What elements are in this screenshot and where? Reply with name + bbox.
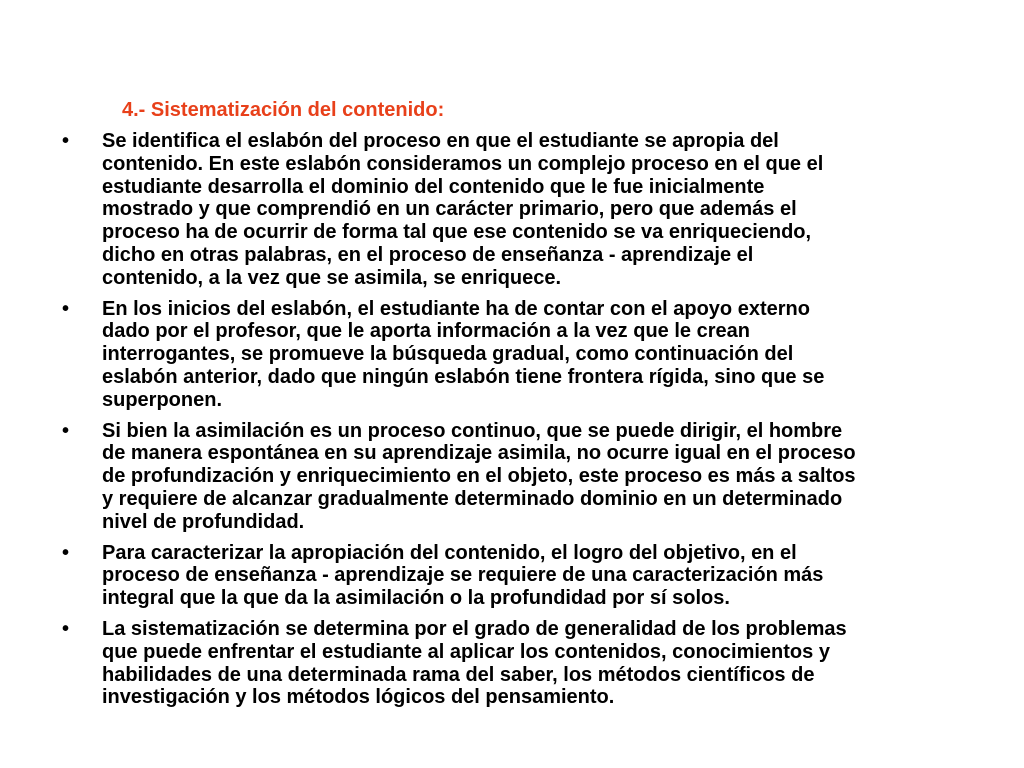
bullet-marker: • [62, 130, 70, 152]
bullet-text: La sistematización se determina por el grado de generalidad de los problemas que puede enfrentar el estudiante al aplicar los contenidos, conocimientos y habilidades de una determinada rama del saber, los métodos científicos de investigación y los métodos lógicos del pensamiento. [102, 617, 847, 709]
bullet-item [60, 618, 970, 709]
bullet-list [60, 130, 970, 717]
bullet-marker: • [62, 297, 70, 320]
bullet-text: Para caracterizar la apropiación del contenido, el logro del objetivo, en el proceso de enseñanza - aprendizaje se requiere de una caracterización más integral que la que da la asimilación o la profundidad por sí solos. [102, 541, 824, 610]
bullet-item [60, 420, 970, 534]
bullet-item [60, 130, 970, 290]
bullet-marker: • [62, 419, 70, 442]
bullet-item [60, 298, 970, 412]
bullet-text: Si bien la asimilación es un proceso continuo, que se puede dirigir, el hombre de manera espontánea en su aprendizaje asimila, no ocurre igual en el proceso de profundización y enriquecimiento en el objeto, este proceso es más a saltos y requiere de alcanzar gradualmente determinado dominio en un determinado nivel de profundidad. [102, 419, 856, 533]
bullet-marker: • [62, 541, 70, 564]
slide-heading: 4.- Sistematización del contenido: [122, 99, 445, 121]
bullet-text: Se identifica el eslabón del proceso en que el estudiante se apropia del contenido. En este eslabón consideramos un complejo proceso en el que el estudiante desarrolla el dominio del contenido que le fue inicialmente mostrado y que comprendió en un carácter primario, pero que además el proceso ha de ocurrir de forma tal que ese contenido se va enriqueciendo, dicho en otras palabras, en el proceso de enseñanza - aprendizaje el contenido, a la vez que se asimila, se enriquece. [102, 130, 824, 289]
bullet-marker: • [62, 617, 70, 640]
bullet-text: En los inicios del eslabón, el estudiante ha de contar con el apoyo externo dado por el profesor, que le aporta información a la vez que le crean interrogantes, se promueve la búsqueda gradual, como continuación del eslabón anterior, dado que ningún eslabón tiene frontera rígida, sino que se superponen. [102, 297, 825, 411]
bullet-item [60, 542, 970, 610]
